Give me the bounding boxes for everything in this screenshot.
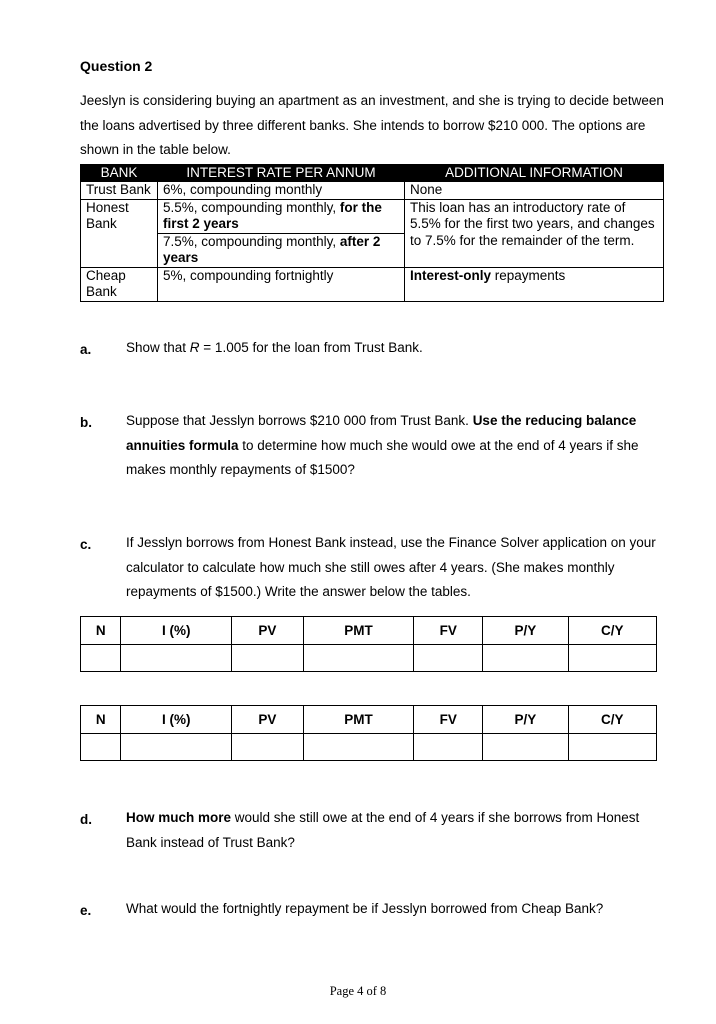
part-b-text xyxy=(126,409,666,483)
part-a-var: R xyxy=(189,340,200,355)
part-d-label: d. xyxy=(80,812,92,827)
part-a-post: = 1.005 for the loan from Trust Bank. xyxy=(199,340,423,355)
table-row-honest-1 xyxy=(81,199,664,233)
cheap-info-rest: repayments xyxy=(491,267,566,283)
solver-header-pv: PV xyxy=(232,617,303,645)
solver-header-py: P/Y xyxy=(483,706,569,734)
answer-cell-fv[interactable] xyxy=(414,734,483,761)
answer-cell-n[interactable] xyxy=(81,734,121,761)
honest-rate1-plain: 5.5%, compounding monthly, xyxy=(163,199,340,215)
answer-cell-cy[interactable] xyxy=(568,645,656,672)
part-a-text xyxy=(126,336,666,361)
solver-header-n: N xyxy=(81,617,121,645)
honest-bank-rate-1 xyxy=(158,199,405,233)
answer-cell-i[interactable] xyxy=(121,734,232,761)
answer-cell-pmt[interactable] xyxy=(303,645,414,672)
cheap-bank-name: Cheap Bank xyxy=(81,267,158,301)
solver-header-fv: FV xyxy=(414,706,483,734)
part-b-label: b. xyxy=(80,415,92,430)
honest-bank-info: This loan has an introductory rate of 5.5% for the first two years, and changes to 7.5% for the remainder of the term. xyxy=(405,199,664,267)
honest-rate1-bold: for the first 2 years xyxy=(163,199,382,231)
solver-header-i: I (%) xyxy=(121,706,232,734)
answer-cell-fv[interactable] xyxy=(414,645,483,672)
solver-header-cy: C/Y xyxy=(568,706,656,734)
cheap-bank-info xyxy=(405,267,664,301)
part-d-post: would she still owe at the end of 4 years if she borrows from Honest Bank instead of Trust Bank? xyxy=(126,810,640,850)
solver-header-fv: FV xyxy=(414,617,483,645)
solver-header-row xyxy=(81,706,657,734)
answer-cell-pmt[interactable] xyxy=(303,734,414,761)
honest-rate2-plain: 7.5%, compounding monthly, xyxy=(163,233,340,249)
solver-header-n: N xyxy=(81,706,121,734)
part-d-bold: How much more xyxy=(126,810,232,825)
solver-answer-row xyxy=(81,645,657,672)
cheap-info-bold: Interest-only xyxy=(410,267,492,283)
answer-cell-cy[interactable] xyxy=(568,734,656,761)
trust-bank-rate: 6%, compounding monthly xyxy=(158,182,405,200)
answer-cell-py[interactable] xyxy=(483,734,569,761)
solver-answer-row xyxy=(81,734,657,761)
solver-header-cy: C/Y xyxy=(568,617,656,645)
part-b-bold: Use the reducing balance annuities formula xyxy=(126,413,637,453)
part-e-text: What would the fortnightly repayment be if Jesslyn borrowed from Cheap Bank? xyxy=(126,901,604,916)
honest-rate2-bold: after 2 years xyxy=(163,233,381,265)
part-a-pre: Show that xyxy=(126,340,190,355)
header-rate: INTEREST RATE PER ANNUM xyxy=(158,165,405,182)
part-b-pre: Suppose that Jesslyn borrows $210 000 from Trust Bank. xyxy=(126,413,473,428)
finance-solver-table-1 xyxy=(80,616,657,672)
page-footer: Page 4 of 8 xyxy=(329,984,387,998)
part-c-label: c. xyxy=(80,537,92,552)
answer-cell-n[interactable] xyxy=(81,645,121,672)
part-b-post: to determine how much she would owe at the end of 4 years if she makes monthly repayments of $1500? xyxy=(126,437,639,477)
finance-solver-table-2 xyxy=(80,705,657,761)
part-a-label: a. xyxy=(80,342,92,357)
solver-header-row xyxy=(81,617,657,645)
question-title: Question 2 xyxy=(80,58,153,74)
solver-header-pmt: PMT xyxy=(303,706,414,734)
part-d-text xyxy=(126,806,666,855)
part-c-text: If Jesslyn borrows from Honest Bank instead, use the Finance Solver application on your calculator to calculate how much she still owes after 4 years. (She makes monthly repayments of $1500.) Write the answer below the tables. xyxy=(126,535,656,599)
header-info: ADDITIONAL INFORMATION xyxy=(405,165,664,182)
answer-cell-pv[interactable] xyxy=(232,734,303,761)
bank-options-table xyxy=(80,164,664,302)
honest-bank-rate-2 xyxy=(158,233,405,267)
solver-header-py: P/Y xyxy=(483,617,569,645)
solver-header-i: I (%) xyxy=(121,617,232,645)
header-bank: BANK xyxy=(81,165,158,182)
table-row-cheap xyxy=(81,267,664,301)
solver-header-pv: PV xyxy=(232,706,303,734)
table-row-trust xyxy=(81,182,664,200)
trust-bank-name: Trust Bank xyxy=(81,182,158,200)
answer-cell-pv[interactable] xyxy=(232,645,303,672)
cheap-bank-rate: 5%, compounding fortnightly xyxy=(158,267,405,301)
intro-paragraph: Jeeslyn is considering buying an apartment as an investment, and she is trying to decide between the loans advertised by three different banks. She intends to borrow $210 000. The options are shown in the table below. xyxy=(80,93,664,157)
trust-bank-info: None xyxy=(405,182,664,200)
honest-bank-name: Honest Bank xyxy=(81,199,158,267)
solver-header-pmt: PMT xyxy=(303,617,414,645)
answer-cell-i[interactable] xyxy=(121,645,232,672)
answer-cell-py[interactable] xyxy=(483,645,569,672)
part-e-label: e. xyxy=(80,903,92,918)
table-header-row xyxy=(81,165,664,182)
